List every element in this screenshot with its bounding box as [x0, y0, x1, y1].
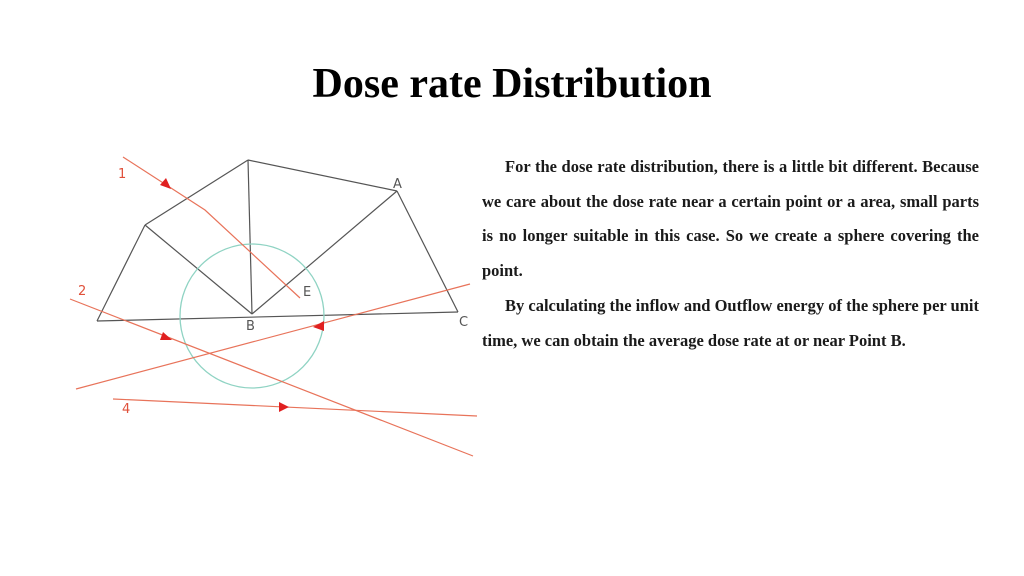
point-label-a: A: [393, 177, 402, 192]
edge-a-to-c: [397, 191, 458, 312]
body-text: [482, 150, 979, 358]
ray-4-line: [113, 399, 477, 416]
ray-4-arrow: [279, 402, 289, 412]
slide-title: Dose rate Distribution: [312, 61, 712, 107]
ray-label-1: 1: [118, 167, 127, 182]
edge-b-to-top: [248, 160, 252, 314]
point-label-e: E: [303, 285, 312, 300]
rays: [70, 157, 477, 456]
dose-rate-diagram: [60, 148, 480, 460]
point-label-b: B: [246, 319, 255, 334]
paragraph-2: By calculating the inflow and Outflow energy of the sphere per unit time, we can obtain the average dose rate at or near Point B.: [482, 295, 979, 350]
ray-label-4: 4: [122, 402, 131, 417]
ray-labels: [78, 167, 130, 417]
paragraph-1: For the dose rate distribution, there is a little bit different. Because we care about the dose rate near a certain point or a area, small parts is no longer suitable in this case. So we create a sphere covering the point.: [482, 157, 979, 281]
edge-top-left-to-top: [145, 160, 248, 225]
edge-top-to-a: [248, 160, 397, 191]
point-labels: [246, 177, 468, 334]
ray-2-line: [70, 299, 473, 456]
ray-label-2: 2: [78, 284, 87, 299]
ray-1-line: [123, 157, 300, 298]
edge-left-to-top-left: [97, 225, 145, 321]
edge-b-to-a: [252, 191, 397, 314]
ray-1-arrow: [160, 178, 171, 189]
polygon-edges: [97, 160, 458, 321]
ray-3-line: [76, 284, 470, 389]
ray-arrows: [160, 178, 324, 412]
point-label-c: C: [459, 315, 469, 330]
edge-c-to-left: [97, 312, 458, 321]
ray-2-arrow: [160, 332, 172, 340]
